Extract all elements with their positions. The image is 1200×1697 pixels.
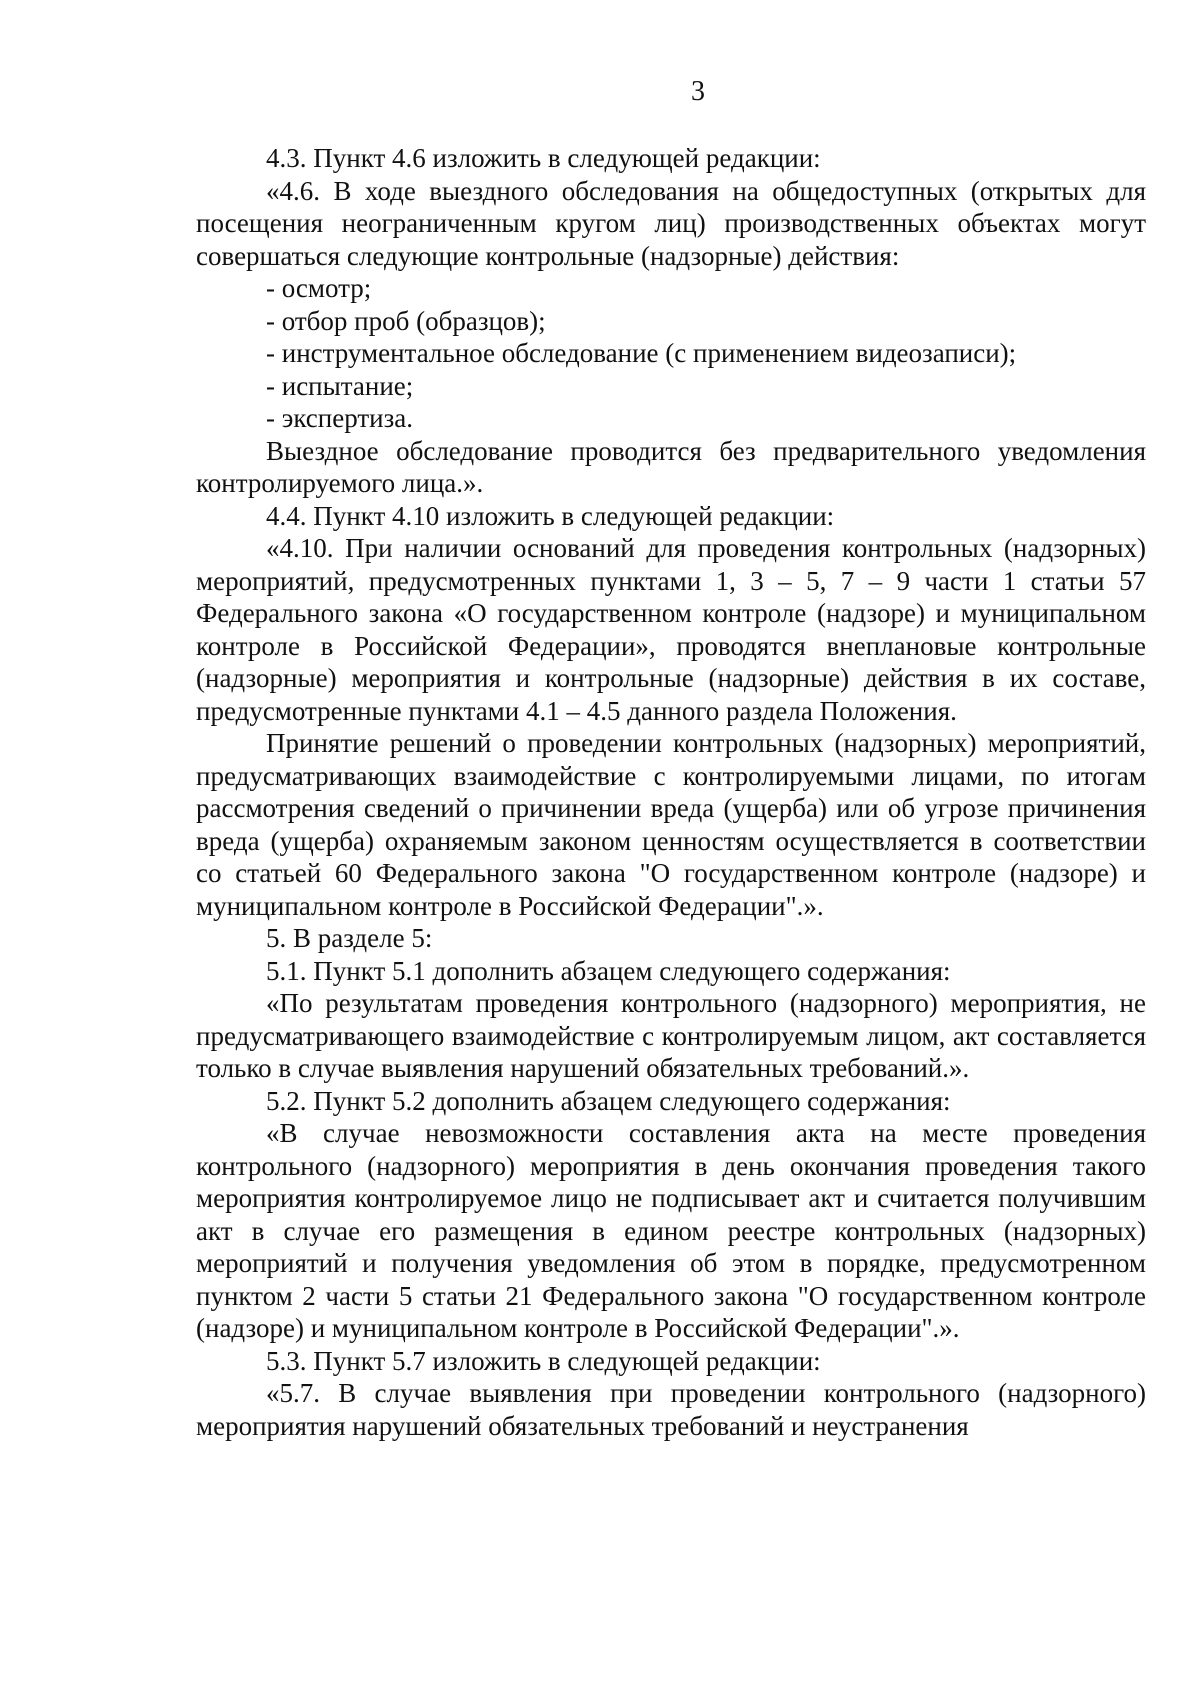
paragraph-5-1-text: «По результатам проведения контрольного (надзорного) мероприятия, не предусматривающего взаимодействие с контролируемым лицом, акт составляется только в случае выявления нарушений обязательных требований.». xyxy=(196,988,1146,1083)
list-item-sampling: - отбор проб (образцов); xyxy=(266,305,546,336)
document-body xyxy=(196,142,1146,1442)
paragraph-4-10-text: «4.10. При наличии оснований для проведения контрольных (надзорных) мероприятий, предусмотренных пунктами 1, 3 – 5, 7 – 9 части 1 статьи 57 Федерального закона «О государственном контроле (надзоре) и муниципальном контроле в Российской Федерации», проводятся внеплановые контрольные (надзорные) мероприятия и контрольные (надзорные) действия в их составе, предусмотренные пунктами 4.1 – 4.5 данного раздела Положения. xyxy=(196,533,1146,726)
list-item-inspection: - осмотр; xyxy=(266,273,372,303)
paragraph-5-3-heading: 5.3. Пункт 5.7 изложить в следующей редакции: xyxy=(266,1345,821,1376)
paragraph-field-survey-notice: Выездное обследование проводится без предварительного уведомления контролируемого лица.». xyxy=(196,435,1146,498)
list-item-testing: - испытание; xyxy=(266,370,414,401)
paragraph-decision-making: Принятие решений о проведении контрольных (надзорных) мероприятий, предусматривающих взаимодействие с контролируемыми лицами, по итогам рассмотрения сведений о причинении вреда (ущерба) или об угрозе причинения вреда (ущерба) охраняемым законом ценностям осуществляется в соответствии со статьей 60 Федерального закона "О государственном контроле (надзоре) и муниципальном контроле в Российской Федерации".». xyxy=(196,728,1146,921)
list-item-instrumental-survey: - инструментальное обследование (с применением видеозаписи); xyxy=(266,338,1017,368)
paragraph-5-2-heading: 5.2. Пункт 5.2 дополнить абзацем следующего содержания: xyxy=(266,1085,951,1116)
paragraph-5-7-text: «5.7. В случае выявления при проведении контрольного (надзорного) мероприятия нарушений обязательных требований и неустранения xyxy=(196,1378,1146,1441)
paragraph-5-2-text: «В случае невозможности составления акта на месте проведения контрольного (надзорного) мероприятия в день окончания проведения такого мероприятия контролируемое лицо не подписывает акт и считается получившим акт в случае его размещения в едином реестре контрольных (надзорных) мероприятий и получения уведомления об этом в порядке, предусмотренном пунктом 2 части 5 статьи 21 Федерального закона "О государственном контроле (надзоре) и муниципальном контроле в Российской Федерации".». xyxy=(196,1118,1146,1343)
paragraph-4-6-text: «4.6. В ходе выездного обследования на общедоступных (открытых для посещения неограниченным кругом лиц) производственных объектах могут совершаться следующие контрольные (надзорные) действия: xyxy=(196,175,1146,271)
page-number: 3 xyxy=(691,76,705,107)
list-item-expertise: - экспертиза. xyxy=(266,403,413,433)
paragraph-4-3-heading: 4.3. Пункт 4.6 изложить в следующей редакции: xyxy=(266,143,821,173)
paragraph-section-5-heading: 5. В разделе 5: xyxy=(266,923,433,953)
paragraph-5-1-heading: 5.1. Пункт 5.1 дополнить абзацем следующего содержания: xyxy=(266,955,951,986)
paragraph-4-4-heading: 4.4. Пункт 4.10 изложить в следующей редакции: xyxy=(266,500,835,531)
